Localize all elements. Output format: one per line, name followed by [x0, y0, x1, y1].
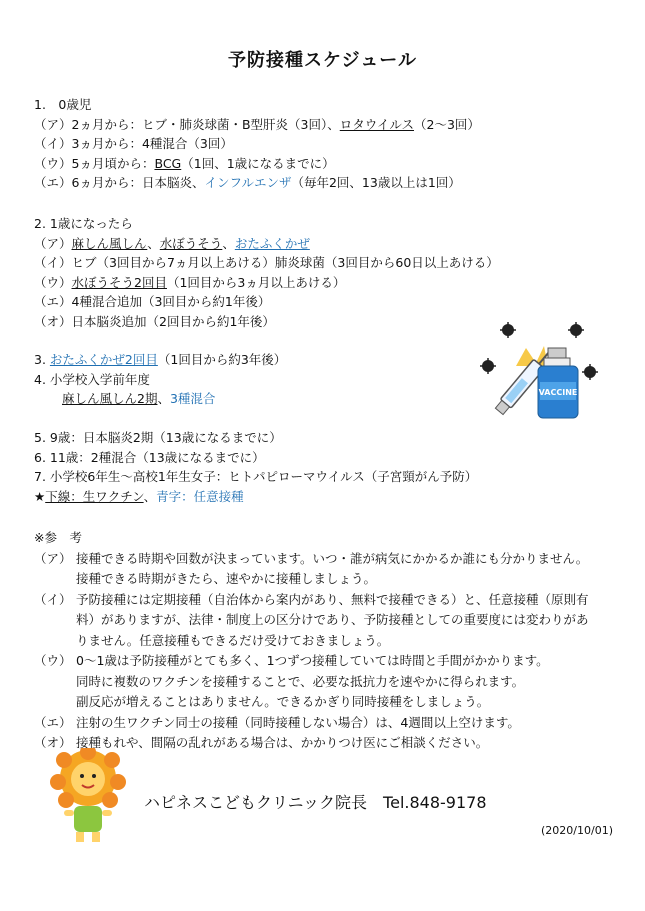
section-heading: 2. 1歳になったら [34, 216, 133, 231]
live-vaccine-text: 麻しん風しん2期 [62, 391, 158, 406]
list-item: （エ）6ヵ月から：日本脳炎、インフルエンザ（毎年2回、13歳以上は1回） [34, 175, 461, 190]
optional-live-vaccine-text: おたふくかぜ2回目 [49, 352, 158, 367]
section-infant [34, 95, 480, 193]
list-item: 3. おたふくかぜ2回目（1回目から約3年後） [34, 352, 287, 367]
references [34, 528, 624, 754]
reference-item: （オ） 接種もれや、間隔の乱れがある場合は、かかりつけ医にご相談ください。 [34, 735, 489, 750]
list-item: 6. 11歳：2種混合（13歳になるまでに） [34, 449, 265, 465]
page-title: 予防接種スケジュール [228, 50, 417, 71]
live-vaccine-text: ロタウイルス [339, 116, 414, 132]
clinic-contact: ハピネスこどもクリニック院長 Tel.848-9178 [144, 793, 487, 812]
list-item: 5. 9歳：日本脳炎2期（13歳になるまでに） [34, 430, 282, 445]
list-item: （ウ）5ヵ月頃から：BCG（1回、1歳になるまでに） [34, 155, 335, 171]
lion-mascot-icon [50, 748, 126, 844]
optional-vaccine-text: 3種混合 [169, 391, 216, 406]
section-school-age [34, 428, 477, 506]
vaccine-label: VACCINE [538, 388, 578, 397]
section-three-four [34, 350, 286, 409]
legend: ★下線：生ワクチン、青字：任意接種 [34, 488, 244, 504]
section-heading: 4. 小学校入学前年度 [34, 371, 150, 387]
list-item: （オ）日本脳炎追加（2回目から約1年後） [34, 313, 275, 329]
list-item: （エ）4種混合追加（3回目から約1年後） [34, 294, 271, 309]
optional-live-vaccine-text: おたふくかぜ [234, 235, 310, 251]
vaccine-illustration [478, 318, 608, 423]
legend-optional: 青字：任意接種 [156, 488, 244, 504]
list-item: 麻しん風しん2期、3種混合 [62, 391, 216, 406]
reference-item: （イ） 予防接種には定期接種（自治体から案内があり、無料で接種できる）と、任意接種（原則有 料）がありますが、法律・制度上の区分けであり、予防接種としての重要度には変わりがあ りません。任意接種もできるだけ受けておきましょう。 [34, 591, 589, 648]
reference-item: （エ） 注射の生ワクチン同士の接種（同時接種しない場合）は、4週間以上空けます。 [34, 714, 520, 730]
list-item: （ア）麻しん風しん、水ぼうそう、おたふくかぜ [34, 235, 310, 251]
live-vaccine-text: 水ぼうそう2回目 [71, 274, 167, 290]
section-one-year [34, 214, 499, 331]
live-vaccine-text: 水ぼうそう [159, 235, 223, 251]
list-item: （ア）2ヵ月から：ヒブ・肺炎球菌・B型肝炎（3回）、ロタウイルス（2〜3回） [34, 116, 480, 132]
reference-item: （ウ） 0〜1歳は予防接種がとても多く、1つずつ接種していては時間と手間がかかります。 同時に複数のワクチンを接種することで、必要な抵抗力を速やかに得られます。 副反応が増えることはありません。できるかぎり同時接種をしましょう。 [34, 653, 549, 709]
list-item: 7. 小学校6年生〜高校1年生女子：ヒトパピローマウイルス（子宮頸がん予防） [34, 469, 478, 484]
list-item: （イ）3ヵ月から：4種混合（3回） [34, 136, 233, 151]
live-vaccine-text: BCG [154, 155, 182, 171]
live-vaccine-text: 麻しん風しん [71, 235, 148, 251]
reference-item: （ア） 接種できる時期や回数が決まっています。いつ・誰が病気にかかるか誰にも分かりません。 接種できる時期がきたら、速やかに接種しましょう。 [34, 550, 589, 586]
legend-live: 下線：生ワクチン [45, 488, 144, 504]
list-item: （ウ）水ぼうそう2回目（1回目から3ヵ月以上あける） [34, 274, 346, 290]
document-date: (2020/10/01) [541, 824, 613, 837]
references-heading: ※参 考 [34, 530, 82, 545]
list-item: （イ）ヒブ（3回目から7ヵ月以上あける）肺炎球菌（3回目から60日以上あける） [34, 255, 499, 270]
section-heading: 1. 0歳児 [34, 97, 92, 112]
optional-vaccine-text: インフルエンザ [204, 175, 292, 190]
